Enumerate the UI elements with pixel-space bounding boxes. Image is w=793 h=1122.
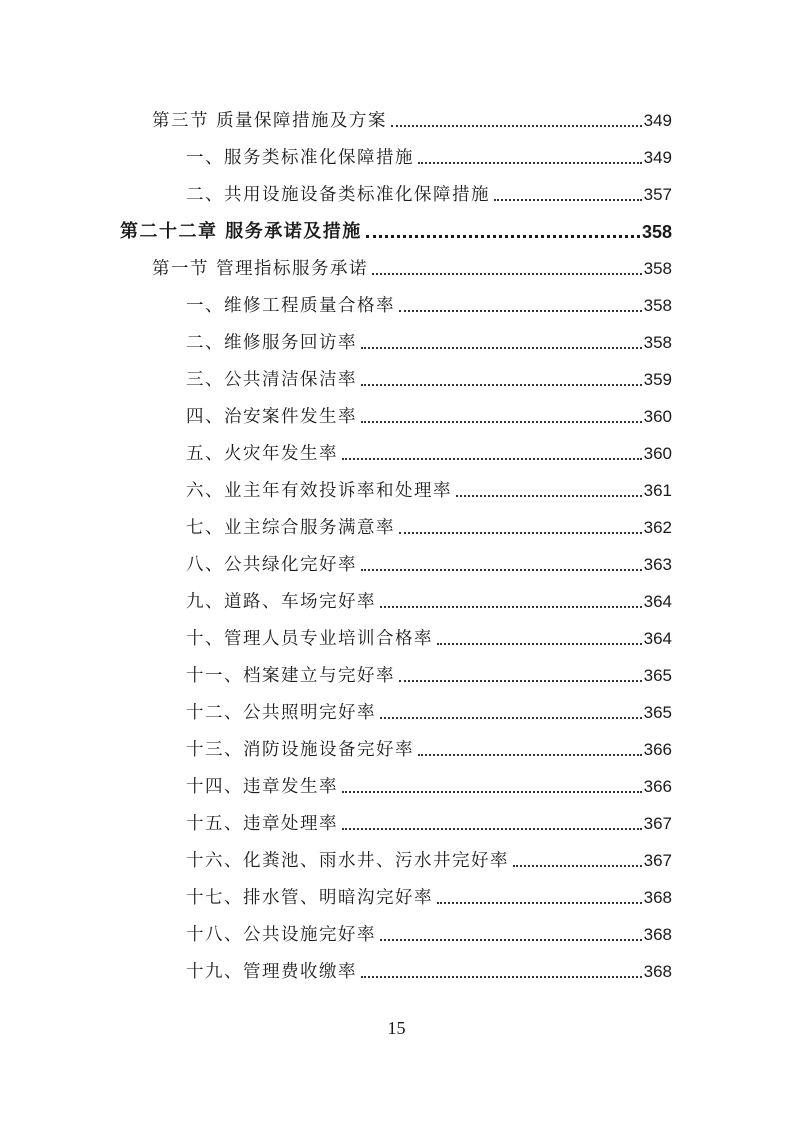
toc-entry-label: 十七、排水管、明暗沟完好率: [186, 888, 433, 908]
toc-leader-dots: [361, 976, 642, 978]
toc-leader-dots: [418, 162, 642, 164]
toc-entry-label: 六、业主年有效投诉率和处理率: [186, 481, 452, 501]
toc-entry-label: 十八、公共设施完好率: [186, 925, 376, 945]
toc-leader-dots: [342, 828, 642, 830]
toc-entry-label: 五、火灾年发生率: [186, 444, 338, 464]
toc-entry-page: 368: [643, 925, 672, 944]
toc-item-entry[interactable]: [186, 182, 672, 208]
toc-item-entry[interactable]: [186, 145, 672, 171]
toc-entry-label: 八、公共绿化完好率: [186, 555, 357, 575]
toc-item-entry[interactable]: [186, 441, 672, 467]
toc-leader-dots: [380, 939, 642, 941]
toc-entry-label: 十六、化粪池、雨水井、污水井完好率: [186, 851, 509, 871]
toc-leader-dots: [366, 235, 640, 238]
toc-leader-dots: [342, 458, 642, 460]
toc-entry-label: 十五、违章处理率: [186, 814, 338, 834]
toc-entry-label: 十三、消防设施设备完好率: [186, 740, 414, 760]
toc-item-entry[interactable]: [186, 922, 672, 948]
page-number: 15: [387, 1018, 406, 1038]
toc-entry-page: 366: [643, 740, 672, 759]
toc-entry-page: 358: [643, 296, 672, 315]
toc-entry-label: 第三节 质量保障措施及方案: [152, 111, 388, 131]
toc-leader-dots: [437, 643, 642, 645]
toc-entry-page: 364: [643, 592, 672, 611]
toc-item-entry[interactable]: [186, 330, 672, 356]
toc-entry-page: 360: [643, 407, 672, 426]
toc-entry-page: 358: [641, 222, 672, 242]
toc-item-entry[interactable]: [186, 293, 672, 319]
toc-entry-page: 362: [643, 518, 672, 537]
toc-item-entry[interactable]: [186, 367, 672, 393]
toc-entry-label: 七、业主综合服务满意率: [186, 518, 395, 538]
toc-item-entry[interactable]: [186, 404, 672, 430]
toc-entry-label: 四、治安案件发生率: [186, 407, 357, 427]
toc-entry-label: 第一节 管理指标服务承诺: [152, 259, 369, 279]
toc-entry-label: 一、服务类标准化保障措施: [186, 148, 414, 168]
toc-item-entry[interactable]: [186, 626, 672, 652]
toc-leader-dots: [380, 606, 642, 608]
toc-entry-page: 367: [643, 814, 672, 833]
toc-leader-dots: [399, 532, 642, 534]
toc-leader-dots: [361, 421, 642, 423]
toc-leader-dots: [380, 717, 642, 719]
toc-entry-page: 361: [643, 481, 672, 500]
toc-item-entry[interactable]: [186, 589, 672, 615]
toc-entry-page: 359: [643, 370, 672, 389]
toc-leader-dots: [399, 310, 642, 312]
toc-item-entry[interactable]: [186, 478, 672, 504]
toc-leader-dots: [418, 754, 642, 756]
toc-item-entry[interactable]: [186, 811, 672, 837]
toc-entry-page: 366: [643, 777, 672, 796]
toc-entry-page: 364: [643, 629, 672, 648]
toc-item-entry[interactable]: [186, 885, 672, 911]
toc-entry-page: 349: [643, 111, 672, 130]
toc-entry-page: 349: [643, 148, 672, 167]
toc-item-entry[interactable]: [186, 552, 672, 578]
toc-leader-dots: [342, 791, 642, 793]
toc-item-entry[interactable]: [186, 515, 672, 541]
toc-entry-page: 358: [643, 333, 672, 352]
toc-leader-dots: [391, 125, 642, 127]
toc-entry-label: 十一、档案建立与完好率: [186, 666, 395, 686]
toc-entry-label: 十四、违章发生率: [186, 777, 338, 797]
toc-entry-page: 357: [643, 185, 672, 204]
toc-item-entry[interactable]: [186, 848, 672, 874]
toc-leader-dots: [399, 680, 642, 682]
toc-item-entry[interactable]: [186, 774, 672, 800]
toc-entry-page: 365: [643, 703, 672, 722]
toc-entry-label: 十二、公共照明完好率: [186, 703, 376, 723]
toc-section-entry[interactable]: [152, 256, 672, 282]
toc-entry-page: 365: [643, 666, 672, 685]
toc-entry-label: 十九、管理费收缴率: [186, 962, 357, 982]
toc-entry-page: 368: [643, 888, 672, 907]
toc-entry-label: 二、共用设施设备类标准化保障措施: [186, 185, 490, 205]
toc-entry-label: 二、维修服务回访率: [186, 333, 357, 353]
toc-leader-dots: [361, 384, 642, 386]
toc-entry-label: 一、维修工程质量合格率: [186, 296, 395, 316]
toc-entry-page: 368: [643, 962, 672, 981]
toc-item-entry[interactable]: [186, 700, 672, 726]
toc-entry-page: 363: [643, 555, 672, 574]
toc-leader-dots: [456, 495, 642, 497]
toc-chapter-entry[interactable]: [120, 219, 672, 245]
toc-item-entry[interactable]: [186, 959, 672, 985]
toc-leader-dots: [437, 902, 642, 904]
toc-leader-dots: [361, 347, 642, 349]
toc-entry-label: 九、道路、车场完好率: [186, 592, 376, 612]
toc-entry-label: 三、公共清洁保洁率: [186, 370, 357, 390]
toc-section-entry[interactable]: [152, 108, 672, 134]
toc-entry-label: 第二十二章 服务承诺及措施: [120, 221, 362, 242]
toc-entry-page: 358: [643, 259, 672, 278]
toc-leader-dots: [372, 273, 642, 275]
toc-item-entry[interactable]: [186, 737, 672, 763]
toc-leader-dots: [361, 569, 642, 571]
toc-entry-page: 360: [643, 444, 672, 463]
toc-item-entry[interactable]: [186, 663, 672, 689]
toc-leader-dots: [494, 199, 642, 201]
toc-entry-label: 十、管理人员专业培训合格率: [186, 629, 433, 649]
toc-entry-page: 367: [643, 851, 672, 870]
toc-leader-dots: [513, 865, 642, 867]
